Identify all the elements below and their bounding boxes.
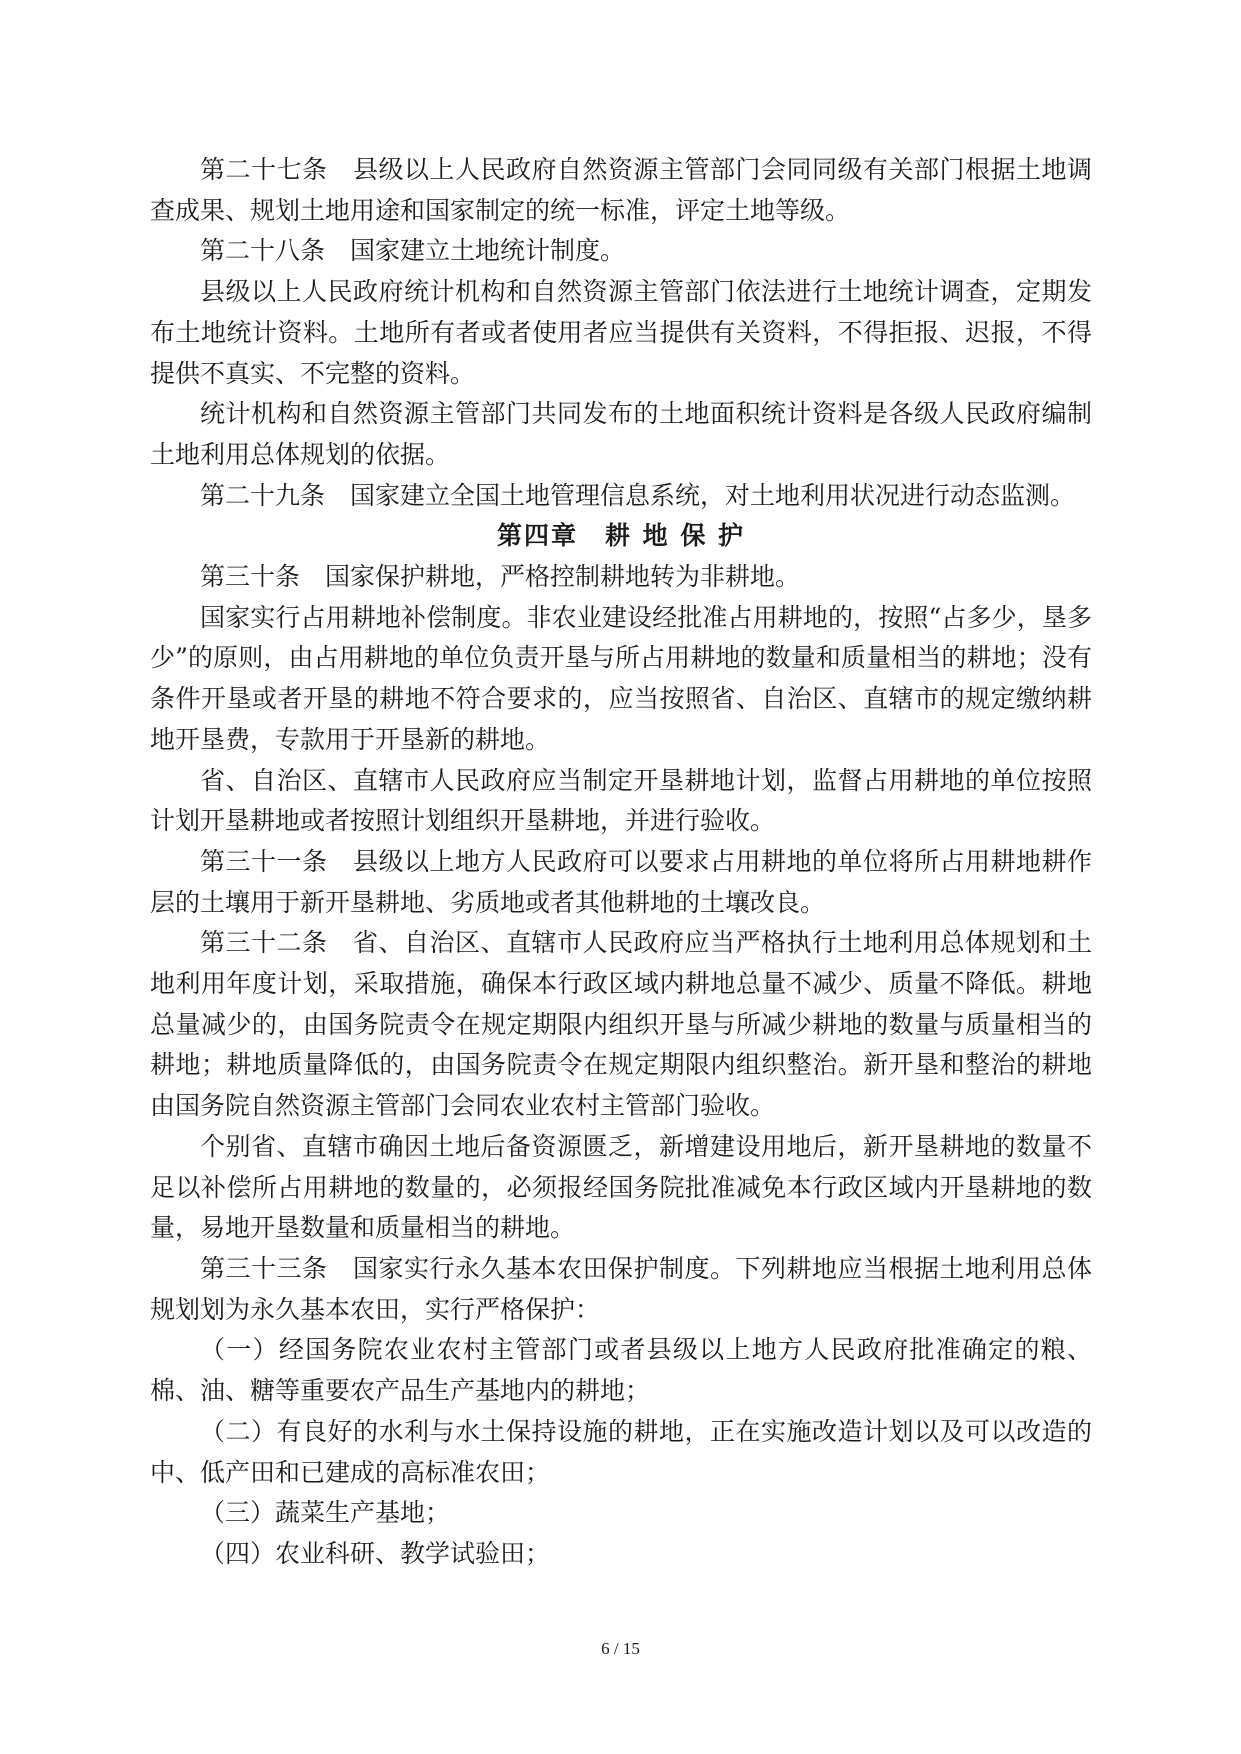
article-32: 第三十二条 省、自治区、直辖市人民政府应当严格执行土地利用总体规划和土地利用年度计划，采取措施，确保本行政区域内耕地总量不减少、质量不降低。耕地总量减少的，由国务院责令在规定期限内组织开垦与所减少耕地的数量与质量相当的耕地；耕地质量降低的，由国务院责令在规定期限内组织整治。新开垦和整治的耕地由国务院自然资源主管部门会同农业农村主管部门验收。 [150,928,1092,1121]
article-28: 第二十八条 国家建立土地统计制度。 [200,236,626,266]
article-31: 第三十一条 县级以上地方人民政府可以要求占用耕地的单位将所占用耕地耕作层的土壤用于新开垦耕地、劣质地或者其他耕地的土壤改良。 [150,846,1092,917]
article-30: 第三十条 国家保护耕地，严格控制耕地转为非耕地。 [200,562,801,592]
article-33: 第三十三条 国家实行永久基本农田保护制度。下列耕地应当根据土地利用总体规划划为永久基本农田，实行严格保护： [150,1253,1092,1324]
article-33-item-4: （四）农业科研、教学试验田； [200,1538,551,1568]
article-29: 第二十九条 国家建立全国土地管理信息系统，对土地利用状况进行动态监测。 [200,480,1076,510]
page-number: 6 / 15 [601,1639,640,1658]
article-33-item-2: （二）有良好的水利与水土保持设施的耕地，正在实施改造计划以及可以改造的中、低产田和已建成的高标准农田； [150,1416,1092,1487]
article-27: 第二十七条 县级以上人民政府自然资源主管部门会同同级有关部门根据土地调查成果、规划土地用途和国家制定的统一标准，评定土地等级。 [150,155,1092,225]
article-28-paragraph-3: 统计机构和自然资源主管部门共同发布的土地面积统计资料是各级人民政府编制土地利用总体规划的依据。 [150,399,1092,469]
document-body [150,150,1092,1575]
article-33-item-1: （一）经国务院农业农村主管部门或者县级以上地方人民政府批准确定的粮、棉、油、糖等重要农产品生产基地内的耕地； [150,1335,1092,1406]
chapter-title: 第四章 耕 地 保 护 [496,521,746,551]
article-30-paragraph-2: 国家实行占用耕地补偿制度。非农业建设经批准占用耕地的，按照“占多少，垦多少”的原则，由占用耕地的单位负责开垦与所占用耕地的数量和质量相当的耕地；没有条件开垦或者开垦的耕地不符合要求的，应当按照省、自治区、直辖市的规定缴纳耕地开垦费，专款用于开垦新的耕地。 [150,602,1092,754]
article-32-paragraph-2: 个别省、直辖市确因土地后备资源匮乏，新增建设用地后，新开垦耕地的数量不足以补偿所占用耕地的数量的，必须报经国务院批准减免本行政区域内开垦耕地的数量，易地开垦数量和质量相当的耕地。 [150,1131,1092,1243]
article-28-paragraph-2: 县级以上人民政府统计机构和自然资源主管部门依法进行土地统计调查，定期发布土地统计资料。土地所有者或者使用者应当提供有关资料，不得拒报、迟报，不得提供不真实、不完整的资料。 [150,277,1092,388]
article-33-item-3: （三）蔬菜生产基地； [200,1498,451,1528]
article-30-paragraph-3: 省、自治区、直辖市人民政府应当制定开垦耕地计划，监督占用耕地的单位按照计划开垦耕地或者按照计划组织开垦耕地，并进行验收。 [150,765,1092,836]
